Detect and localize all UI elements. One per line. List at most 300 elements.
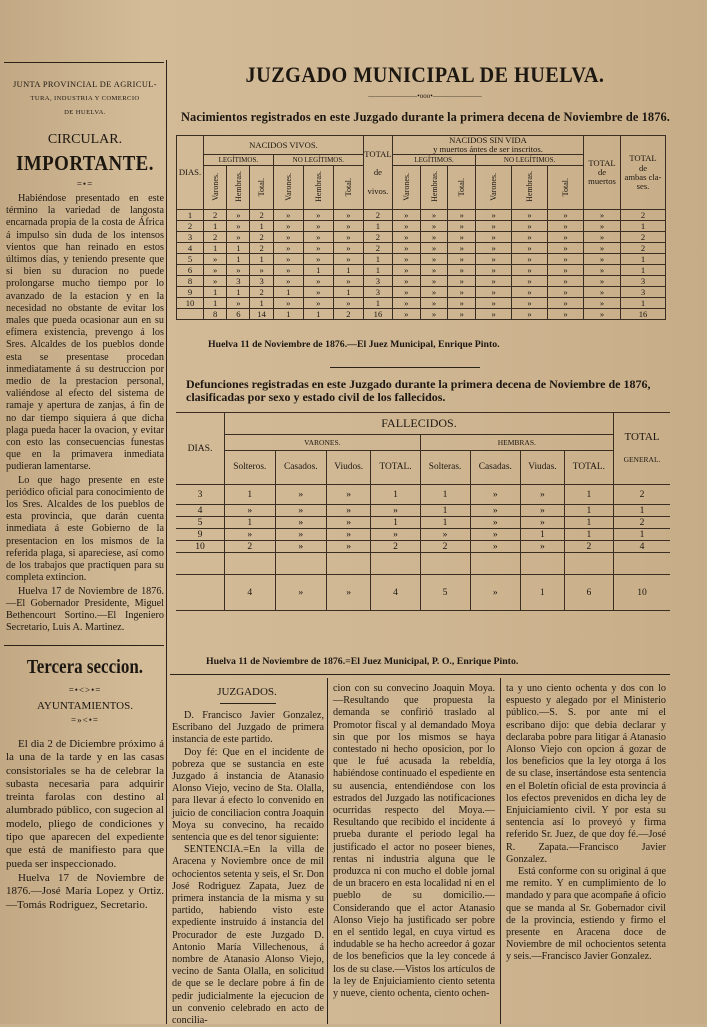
table-cell: » <box>227 210 250 221</box>
table-cell: » <box>327 517 371 529</box>
legitimos-header: LEGÍTIMOS. <box>204 155 274 166</box>
table-cell: 4 <box>614 541 671 553</box>
table-cell: » <box>275 485 326 505</box>
table-cell: 2 <box>250 287 273 298</box>
table-cell: » <box>584 287 621 298</box>
table-cell: » <box>584 309 621 320</box>
table-row <box>176 505 670 517</box>
table-cell: » <box>512 309 548 320</box>
table-cell: 1 <box>204 221 227 232</box>
table-cell: » <box>584 232 621 243</box>
junta-line-2: TURA, INDUSTRIA Y COMERCIO <box>30 95 140 102</box>
table-cell: » <box>512 265 548 276</box>
table-cell: 1 <box>363 254 392 265</box>
totals-row <box>176 575 670 611</box>
table-cell: 1 <box>621 265 666 276</box>
births-rows <box>177 210 666 320</box>
label: Hembras. <box>233 171 243 203</box>
table-cell: » <box>420 309 448 320</box>
paragraph: Habiéndose presentado en este término la variedad de langosta encarnada propia de la costa de África á impulso sin duda de los intensos vientos que han reinado en estos últimos días, y teniendo presente que si bien su duracion no puede prolongarse mucho tiempo por lo avanzado de la estacion y en la necesidad no obstante de evitar los males que pueda ocasionar aun en su efímera existencia, prevengo á los Sres. Alcaldes de los pueblos donde esta se presentase procedan inmediatamente á su destruccion por medio de la prestacion personal, valiéndose al efecto del sistema de ramaje y apertura de zanjas, á fin de no dar tiempo siquiera á que dicha plaga pueda hacer la ovacion, y evitar con esto las consecuencias funestas que en la primavera inmediata pudieran lamentarse. <box>6 193 164 473</box>
deaths-rows <box>176 485 670 611</box>
table-cell: 8 <box>177 276 204 287</box>
col-header <box>512 166 548 210</box>
legitimos-header: LEGÍTIMOS. <box>392 155 475 166</box>
table-cell: » <box>476 221 512 232</box>
paragraph: Huelva 17 de Noviembre de 1876.—El Gobernador Presidente, Miguel Bethencourt Sortino.—El Ingeniero Secretario, Luis A. Martinez. <box>6 585 164 634</box>
divider <box>4 62 164 63</box>
table-cell <box>371 553 420 575</box>
col-header <box>227 166 250 210</box>
paragraph: ta y uno ciento ochenta y dos con lo espuesto y alegado por el Ministerio público.—S. S. por ante mí el escribano dijo: que debia declarar y declaraba pobre para litigar á Atanasio Alonso Viejo con opcion á gozar de los beneficios que la ley otorga á los de su clase, insertándose esta sentencia en el Boletín oficial de esta provincia á los efectos prevenidos en dicha ley de Enjuiciamiento civil. Y por esta su sentencia así lo proveyó y firma referido Sr. Juez, de que doy fé.—José R. Zapata.—Francisco Javier Gonzalez. <box>506 683 666 865</box>
col-header <box>476 166 512 210</box>
table-cell: 1 <box>227 243 250 254</box>
table-cell: » <box>303 287 333 298</box>
table-cell: » <box>327 575 371 611</box>
table-cell <box>327 553 371 575</box>
table-cell: 1 <box>363 265 392 276</box>
label: TOTAL <box>629 153 657 164</box>
table-cell: 10 <box>614 575 671 611</box>
table-cell: 6 <box>227 309 250 320</box>
table-cell: » <box>476 232 512 243</box>
table-cell: » <box>333 276 363 287</box>
table-cell: 2 <box>420 541 470 553</box>
table-cell: » <box>392 309 420 320</box>
table-cell: » <box>333 298 363 309</box>
births-signature: Huelva 11 de Noviembre de 1876.—El Juez Municipal, Enrique Pinto. <box>208 339 500 350</box>
table-cell <box>564 553 613 575</box>
junta-heading <box>6 78 164 120</box>
label: NACIDOS SIN VIDA <box>449 135 527 145</box>
total-vivos-header <box>363 136 392 210</box>
table-cell: » <box>448 232 476 243</box>
ayuntamientos-heading: AYUNTAMIENTOS. <box>37 700 133 712</box>
table-cell: » <box>448 254 476 265</box>
table-cell: 2 <box>250 210 273 221</box>
table-cell: » <box>392 265 420 276</box>
divider <box>4 645 164 646</box>
col-header: Solteros. <box>225 451 276 485</box>
intro-line: clasificadas por sexo y estado civil de los fallecidos. <box>186 390 446 404</box>
table-cell: » <box>512 210 548 221</box>
table-cell: » <box>547 265 583 276</box>
label: TOTAL <box>364 148 392 159</box>
col-header: TOTAL. <box>371 451 420 485</box>
table-cell: » <box>303 254 333 265</box>
table-cell: » <box>448 287 476 298</box>
paragraph: cion con su convecino Joaquin Moya.—Resultando que propuesta la demanda se confirió traslado al Promotor fiscal y al demandado Moya sin que por los mismos se haya contestado ni hecho oposicion, por lo que le fué acusada la rebeldía, habiéndose continuado el espediente en su ausencia, entendiéndose con los estrados del Juzgado las notificaciones ocurridas respecto del Moya.—Resultando que recibido el incidente á prueba durante el periodo legal ha justificado el actor no poseer bienes, rentas ni industria alguna que le produzca ni con mucho el doble jornal de un bracero en esta localidad ni en el pueblo de su domicilio.—Considerando que el actor Atanasio Alonso Viejo ha justificado ser pobre en el sentido legal, en cuya virtud es indudable se ha hecho acreedor á gozar de los beneficios que la ley concede á los de su clase.—Vistos los artículos de la ley de Enjuiciamiento ciento setenta y nueve, ciento ochenta, ciento ochen- <box>333 683 495 1000</box>
table-cell: » <box>448 243 476 254</box>
table-cell <box>176 575 225 611</box>
table-cell: 1 <box>273 287 303 298</box>
spacer-row <box>176 553 670 575</box>
table-cell: 1 <box>250 221 273 232</box>
table-cell: » <box>227 265 250 276</box>
table-cell: » <box>547 287 583 298</box>
column-divider <box>327 678 328 1024</box>
label: ambas cla- <box>624 171 662 182</box>
intro-line: Defunciones registradas en este Juzgado durante la primera decena de Noviembre de 1876, <box>186 377 651 391</box>
table-cell: » <box>333 254 363 265</box>
table-cell: » <box>584 221 621 232</box>
table-cell: 9 <box>177 287 204 298</box>
table-cell: » <box>547 210 583 221</box>
table-cell: » <box>204 276 227 287</box>
table-cell: 1 <box>371 485 420 505</box>
col-header: Viudos. <box>327 451 371 485</box>
table-cell: » <box>327 541 371 553</box>
table-cell: » <box>547 232 583 243</box>
table-cell: » <box>420 529 470 541</box>
table-cell: » <box>448 298 476 309</box>
label: Varones. <box>210 172 220 201</box>
table-cell: » <box>227 232 250 243</box>
table-cell: 2 <box>564 541 613 553</box>
table-cell: » <box>250 265 273 276</box>
table-cell: » <box>227 298 250 309</box>
table-cell: 1 <box>363 221 392 232</box>
table-cell: 1 <box>614 505 671 517</box>
table-cell: 1 <box>564 505 613 517</box>
table-cell: 6 <box>564 575 613 611</box>
table-cell: 2 <box>204 210 227 221</box>
table-cell: 2 <box>177 221 204 232</box>
table-cell <box>614 553 671 575</box>
table-cell: » <box>521 517 565 529</box>
table-cell: 3 <box>621 287 666 298</box>
table-cell: 1 <box>564 485 613 505</box>
table-cell: 4 <box>176 505 225 517</box>
label: Total. <box>560 177 570 196</box>
table-cell: » <box>303 243 333 254</box>
table-cell: » <box>476 243 512 254</box>
paragraph: El dia 2 de Diciembre próximo á la una de la tarde y en las casas consistoriales se ha de celebrar la subasta necesaria para adquirir treinta farolas con destino al alumbrado público, con sugecion al modelo, pliego de condiciones y tipo que aparecen del expediente que está de manifiesto para que pueda ser inspeccionado. <box>6 738 164 870</box>
col-header <box>448 166 476 210</box>
table-cell: 3 <box>177 232 204 243</box>
table-cell: » <box>392 232 420 243</box>
table-cell: 1 <box>227 254 250 265</box>
table-cell: 1 <box>371 517 420 529</box>
table-cell: 1 <box>177 210 204 221</box>
label: Varones. <box>283 172 293 201</box>
table-cell: » <box>273 221 303 232</box>
table-cell: » <box>521 541 565 553</box>
label: Total. <box>457 177 467 196</box>
total-general-header <box>614 413 671 485</box>
label: Varones. <box>489 172 499 201</box>
table-cell: 2 <box>250 232 273 243</box>
table-row <box>177 243 666 254</box>
fallecidos-header: FALLECIDOS. <box>225 413 614 435</box>
table-cell: » <box>512 254 548 265</box>
table-cell: 10 <box>177 298 204 309</box>
table-cell: 5 <box>176 517 225 529</box>
col-header <box>204 166 227 210</box>
label: Total. <box>257 177 267 196</box>
table-cell <box>470 553 521 575</box>
table-cell: » <box>476 309 512 320</box>
table-cell: 3 <box>250 276 273 287</box>
table-cell <box>521 553 565 575</box>
table-cell: 2 <box>363 232 392 243</box>
ayuntamiento-notice <box>6 738 164 913</box>
table-cell: » <box>470 541 521 553</box>
table-cell: 1 <box>225 517 276 529</box>
table-cell: » <box>512 232 548 243</box>
col-header: Casadas. <box>470 451 521 485</box>
table-cell: 9 <box>176 529 225 541</box>
table-cell: 14 <box>250 309 273 320</box>
table-cell: » <box>225 505 276 517</box>
table-cell: » <box>512 298 548 309</box>
births-subtitle: Nacimientos registrados en este Juzgado durante la primera decena de Noviembre de 1876. <box>181 110 671 124</box>
table-cell: » <box>512 287 548 298</box>
table-cell: » <box>333 243 363 254</box>
table-cell: 2 <box>333 309 363 320</box>
table-cell: 1 <box>621 221 666 232</box>
label: Hembras. <box>313 171 323 203</box>
table-cell: 1 <box>564 517 613 529</box>
paragraph: Está conforme con su original á que me remito. Y en cumplimiento de lo mandado y para que acompañe á oficio que se manda al Sr. Gobernador civil de la provincia, estiendo y firmo el presente en Aracena doce de Noviembre de mil ochocientos setenta y seis.—Francisco Javier Gonzalez. <box>506 866 666 963</box>
table-cell: 1 <box>225 485 276 505</box>
label: ses. <box>636 180 650 191</box>
table-cell: » <box>448 210 476 221</box>
juzgados-heading: JUZGADOS. <box>217 686 277 698</box>
table-cell: 16 <box>363 309 392 320</box>
no-legitimos-header: NO LEGÍTIMOS. <box>476 155 584 166</box>
table-cell: » <box>448 265 476 276</box>
table-row <box>177 232 666 243</box>
table-cell: » <box>227 221 250 232</box>
paragraph: Lo que hago presente en este periódico oficial para conocimiento de los Sres. Alcaldes de los pueblos de esta provincia, que darán cuenta inmediata á este Gobierno de la presentacion en los mismos de la referida plaga, si apareciese, así como de los trabajos que practiquen para su completa extincion. <box>6 474 164 584</box>
table-cell: » <box>584 243 621 254</box>
table-cell: 8 <box>204 309 227 320</box>
table-cell: » <box>420 265 448 276</box>
table-cell: » <box>521 505 565 517</box>
table-cell: 1 <box>227 287 250 298</box>
table-row <box>177 210 666 221</box>
table-cell: » <box>392 243 420 254</box>
label: Hembras. <box>429 171 439 203</box>
table-cell: 1 <box>621 254 666 265</box>
table-cell: » <box>470 505 521 517</box>
table-cell: » <box>521 485 565 505</box>
table-cell: » <box>333 210 363 221</box>
table-cell: » <box>512 221 548 232</box>
dias-header: DIAS. <box>176 413 225 485</box>
table-cell <box>225 553 276 575</box>
table-cell: » <box>392 298 420 309</box>
table-cell: » <box>273 232 303 243</box>
table-cell: » <box>273 243 303 254</box>
table-cell: » <box>225 529 276 541</box>
table-cell: 4 <box>225 575 276 611</box>
label: y muertos ántes de ser inscritos. <box>433 144 543 155</box>
table-cell: » <box>476 287 512 298</box>
page-title: JUZGADO MUNICIPAL DE HUELVA. <box>245 62 605 87</box>
col-header <box>250 166 273 210</box>
juzgados-column-1 <box>172 710 324 1027</box>
table-cell: » <box>420 243 448 254</box>
divider <box>170 674 670 675</box>
table-cell: 3 <box>227 276 250 287</box>
table-cell: 6 <box>177 265 204 276</box>
label: Varones. <box>401 172 411 201</box>
table-cell: 1 <box>204 243 227 254</box>
divider <box>330 367 480 368</box>
col-header: Viudas. <box>521 451 565 485</box>
table-cell: 1 <box>250 298 273 309</box>
ornament: =»<•= <box>71 715 99 725</box>
table-cell: 1 <box>204 287 227 298</box>
table-cell: » <box>420 276 448 287</box>
table-cell: 1 <box>333 287 363 298</box>
table-cell: 2 <box>225 541 276 553</box>
table-cell: » <box>392 287 420 298</box>
table-cell: » <box>327 505 371 517</box>
table-cell: 4 <box>371 575 420 611</box>
table-cell: » <box>476 276 512 287</box>
table-cell: 1 <box>521 529 565 541</box>
table-cell: » <box>371 505 420 517</box>
table-cell: » <box>476 254 512 265</box>
table-cell: 2 <box>614 517 671 529</box>
table-cell: » <box>392 210 420 221</box>
table-row <box>177 221 666 232</box>
label: Hembras. <box>524 171 534 203</box>
deaths-intro <box>186 378 670 404</box>
table-cell: 3 <box>363 276 392 287</box>
table-cell: » <box>273 298 303 309</box>
table-cell: » <box>273 254 303 265</box>
table-cell: » <box>275 541 326 553</box>
table-cell <box>420 553 470 575</box>
table-cell: » <box>371 529 420 541</box>
table-cell: 4 <box>177 243 204 254</box>
table-cell: 5 <box>177 254 204 265</box>
col-header <box>420 166 448 210</box>
nacidos-vivos-header: NACIDOS VIVOS. <box>204 136 364 155</box>
table-cell: » <box>273 265 303 276</box>
junta-line-1: JUNTA PROVINCIAL DE AGRICUL- <box>13 80 157 89</box>
col-header <box>392 166 420 210</box>
col-header <box>303 166 333 210</box>
table-cell: 1 <box>614 529 671 541</box>
table-cell <box>177 309 204 320</box>
table-cell: » <box>392 254 420 265</box>
table-row <box>177 309 666 320</box>
table-cell: » <box>512 276 548 287</box>
table-row <box>176 529 670 541</box>
table-cell: 2 <box>621 232 666 243</box>
table-cell: 1 <box>303 265 333 276</box>
no-legitimos-header: NO LEGÍTIMOS. <box>273 155 363 166</box>
table-cell: » <box>303 298 333 309</box>
table-cell: » <box>303 221 333 232</box>
table-cell: » <box>584 254 621 265</box>
table-cell: » <box>303 276 333 287</box>
table-cell: 2 <box>250 243 273 254</box>
deaths-table <box>176 412 670 611</box>
table-cell: » <box>547 254 583 265</box>
table-cell: » <box>547 298 583 309</box>
dias-header: DIAS. <box>177 136 204 210</box>
table-cell: 3 <box>176 485 225 505</box>
table-cell: » <box>392 221 420 232</box>
paragraph: D. Francisco Javier Gonzalez, Escribano del Juzgado de primera instancia de este partido. <box>172 710 324 746</box>
table-cell: » <box>420 221 448 232</box>
junta-line-3: DE HUELVA. <box>64 109 106 116</box>
table-cell: » <box>204 254 227 265</box>
total-ambas-header <box>621 136 666 210</box>
table-cell: » <box>448 276 476 287</box>
table-cell: 1 <box>621 298 666 309</box>
table-cell: » <box>547 221 583 232</box>
table-cell: » <box>470 517 521 529</box>
table-cell: » <box>470 575 521 611</box>
table-cell: 2 <box>621 243 666 254</box>
table-cell <box>176 553 225 575</box>
table-cell: » <box>275 505 326 517</box>
table-cell: » <box>584 210 621 221</box>
column-divider <box>500 678 501 1024</box>
table-cell: 1 <box>204 298 227 309</box>
tercera-seccion-heading: Tercera seccion. <box>26 656 144 678</box>
label: de <box>638 162 648 173</box>
table-cell: 1 <box>303 309 333 320</box>
total-muertos-header <box>584 136 621 210</box>
col-header: Solteras. <box>420 451 470 485</box>
label: Total. <box>343 177 353 196</box>
table-row <box>177 265 666 276</box>
table-cell: » <box>275 517 326 529</box>
col-header <box>547 166 583 210</box>
ornament: =•= <box>76 179 94 189</box>
table-cell: » <box>470 529 521 541</box>
table-cell: » <box>420 254 448 265</box>
table-cell: » <box>420 232 448 243</box>
divider <box>220 703 276 704</box>
ornament: =•<>•= <box>68 685 102 695</box>
table-cell: 1 <box>420 505 470 517</box>
table-cell: 2 <box>614 485 671 505</box>
table-cell: 10 <box>176 541 225 553</box>
table-cell: » <box>448 221 476 232</box>
varones-header: VARONES. <box>225 435 421 451</box>
table-cell: 5 <box>420 575 470 611</box>
table-cell: » <box>275 529 326 541</box>
column-divider <box>166 60 167 1024</box>
col-header: TOTAL. <box>564 451 613 485</box>
table-cell: » <box>392 276 420 287</box>
label: de <box>373 167 382 178</box>
table-cell: 2 <box>204 232 227 243</box>
table-cell: » <box>204 265 227 276</box>
table-row <box>177 298 666 309</box>
table-cell: » <box>327 529 371 541</box>
table-cell: » <box>420 210 448 221</box>
table-row <box>176 485 670 505</box>
circular-body <box>6 193 164 635</box>
table-cell: » <box>476 210 512 221</box>
table-cell: » <box>333 221 363 232</box>
ornament: ———————•ooo•——————— <box>368 92 482 100</box>
table-cell: » <box>547 276 583 287</box>
table-cell: » <box>420 298 448 309</box>
table-cell: 1 <box>521 575 565 611</box>
label: TOTAL <box>588 157 616 168</box>
table-cell: 3 <box>621 276 666 287</box>
